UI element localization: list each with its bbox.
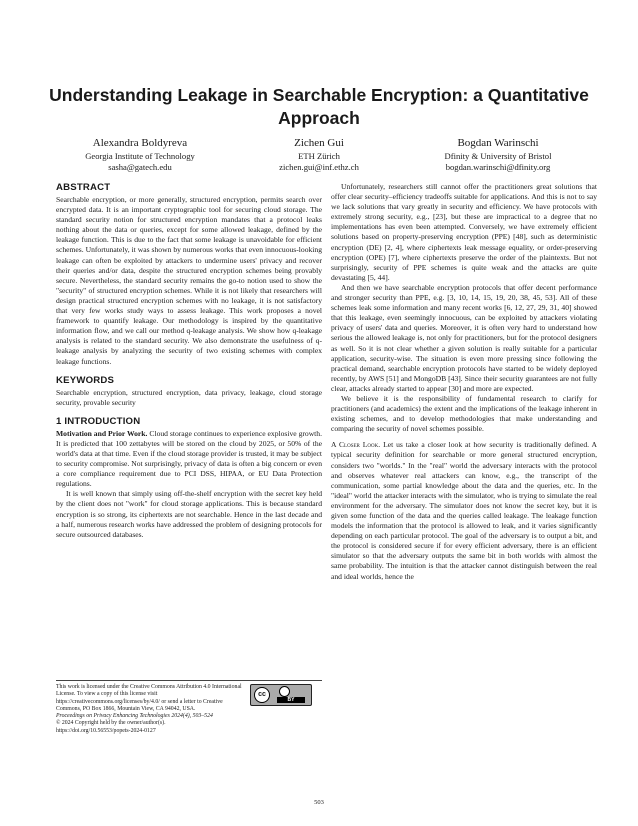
intro-paragraph-1: [56, 429, 322, 490]
author-email: bogdan.warinschi@dfinity.org: [445, 162, 551, 172]
intro-paragraph-5: We believe it is the responsibility of fundamental research to clarify for practitioners (and academics) the extent and the implications of the leakage inherent in existing schemes, and to develop methodologies that make understanding and comparing the security of novel schemes possible.: [331, 393, 597, 434]
by-label: BY: [277, 697, 305, 703]
closer-look-text: Let us take a closer look at how security is traditionally defined. A typical security definition for searchable or more general structured encryption, considers two "worlds." In the "real" world the adversary interacts with the protocol and observes whatever real attackers can know, e.g., the transcript of the communication, some partial knowledge about the data and the queries, etc. In the "ideal" world the attacker interacts with the simulator, who is trying to simulate the real environment for the adversary. The simulator does not know the secret key, but it is given some function of the data and the queries called leakage. The leakage function models the information that the protocol is allowed to leak, and it varies significantly depending on each particular protocol. The goal of the adversary is to output a bit, and the protocol is considered secure if for every efficient adversary, there is an efficient simulator so that the adversary outputs the same bit in both worlds with almost the same probability. The intuition is that the attacker cannot distinguish between the real and ideal worlds, hence the: [331, 440, 598, 581]
license-doi[interactable]: https://doi.org/10.56553/popets-2024-0127: [56, 727, 156, 734]
page-number: 503: [314, 799, 324, 806]
person-icon: [279, 686, 290, 697]
author-block: [40, 136, 598, 182]
right-column: [331, 182, 597, 582]
author-email: sasha@gatech.edu: [108, 162, 172, 172]
abstract-heading: ABSTRACT: [56, 182, 111, 193]
motivation-runin: Motivation and Prior Work.: [56, 428, 148, 438]
abstract-text: Searchable encryption, or more generally, structured encryption, permits search over encrypted data. It is an important cryptographic tool for securing cloud storage. The standard security notion for structured encryption mandates that a protocol leaks nothing about the data or queries, except for some allowed leakage, defined by the leakage function. This is due to the fact that some leakage is unavoidable for efficient schemes. Unfortunately, it was shown by numerous works that even innocuous-looking leakage can often be exploited by attackers to undermine users' privacy and recover their queries and/or data, despite the structured encryption schemes being provably secure. Nevertheless, the standard security remains the go-to notion used to show the "security" of structured encryption schemes. While it is not likely that researchers will design practical structured encryption schemes with no leakage, it is not satisfactory that very few works study ways to assess leakage. This work proposes a novel framework to quantify leakage. Our methodology is inspired by the quantitative information flow, and we call our method q-leakage analysis. We show how q-leakage analysis is related to the standard security. We also demonstrate the usefulness of q-leakage analysis by analyzing the security of two existing schemes with complex leakage functions.: [56, 195, 322, 366]
license-text: This work is licensed under the Creative Commons Attribution 4.0 International License. To view a copy of this license visit https://creativecommons.org/licenses/by/4.0/ or send a letter to Creative Commons, PO Box 1866, Mountain View, CA 94042, USA.: [56, 684, 242, 712]
intro-paragraph-3: Unfortunately, researchers still cannot offer the practitioners great solutions that offer clear security–efficiency tradeoffs suitable for applications. And this is not to say we lack solutions that vary greatly in security and efficiency. We have protocols with extremely strong security, e.g., [23], but these are impractical to a degree that no implementations has even been attempted. Conversely, we have extremely efficient solutions based on property-preserving encryption (PPE) [48], such as deterministic encryption (DE) [2, 4], where ciphertexts leak message equality, or order-preserving encryption (OPE) [7], where ciphertexts preserve the order of the plaintexts. But not surprisingly, security of PPE schemes is quite weak and the attacks are quite devastating [5, 44].: [331, 182, 597, 282]
author-email: zichen.gui@inf.ethz.ch: [279, 162, 359, 172]
paper-title: Understanding Leakage in Searchable Encryption: a Quantitative Approach: [49, 85, 589, 128]
author-name: Alexandra Boldyreva: [92, 137, 188, 149]
keywords-text: Searchable encryption, structured encryption, data privacy, leakage, cloud storage security, provable security: [56, 387, 322, 407]
license-venue: Proceedings on Privacy Enhancing Technologies 2024(4), 503–524: [56, 713, 213, 720]
left-column: [56, 182, 322, 540]
author-affiliation: ETH Zürich: [298, 151, 340, 161]
author-affiliation: Georgia Institute of Technology: [85, 151, 195, 161]
author-affiliation: Dfinity & University of Bristol: [444, 151, 552, 161]
license-copyright: © 2024 Copyright held by the owner/author(s).: [56, 720, 166, 727]
author-name: Zichen Gui: [294, 137, 344, 149]
author-name: Bogdan Warinschi: [457, 137, 539, 149]
closer-look-runin: A Closer Look.: [331, 440, 381, 450]
keywords-heading: KEYWORDS: [56, 374, 115, 386]
intro-p1-text: Cloud storage continues to experience explosive growth. It is predicted that 100 zettabytes will be stored on the cloud by 2025, or 50% of the world's data at that time. Even if the cloud storage provider is trusted, it may be subject to security compromise. Not surprisingly, privacy of data is often a big concern or even a core compliance requirement due to PCI DSS, HIPAA, or EU Data Protection regulations.: [56, 428, 322, 489]
intro-paragraph-2: It is well known that simply using off-the-shelf encryption with the secret key held by the client does not "work" for cloud storage applications. This is because standard encryption is so strong, its ciphertexts are not searchable. Hence in the last decade and a half, numerous research works have addressed the problem of designing protocols for secure outsourced databases.: [56, 489, 322, 539]
cc-icon: cc: [254, 687, 270, 703]
author-3: [398, 136, 598, 173]
intro-paragraph-4: And then we have searchable encryption protocols that offer decent performance and stronger security than PPE, e.g. [3, 10, 14, 15, 19, 20, 38, 45, 53]. All of these schemes leak some information and many recent works [6, 12, 27, 29, 31, 40] showed that this leakage, even seemingly innocuous, can be exploited by attackers violating privacy of users' data and queries. Moreover, it is often very hard to understand how serious the allowed leakage is, not only for practitioners, but for the protocol designers as well. So it is not clear whether a given solution is really suitable for a particular application, security-wise. The situation is even more pressing since following the practical demand, searchable encryption protocols have started to be widely deployed recently, by AWS [51] and MongoDB [43]. Since their security guarantees are not fully clear, attacks already started to appear [30] and more are expected.: [331, 282, 597, 393]
author-1: [40, 136, 240, 173]
closer-look-paragraph: [331, 440, 597, 581]
author-2: [219, 136, 419, 173]
cc-by-badge: [250, 684, 312, 706]
introduction-heading: 1 INTRODUCTION: [56, 415, 141, 427]
license-footnote: [56, 680, 322, 735]
